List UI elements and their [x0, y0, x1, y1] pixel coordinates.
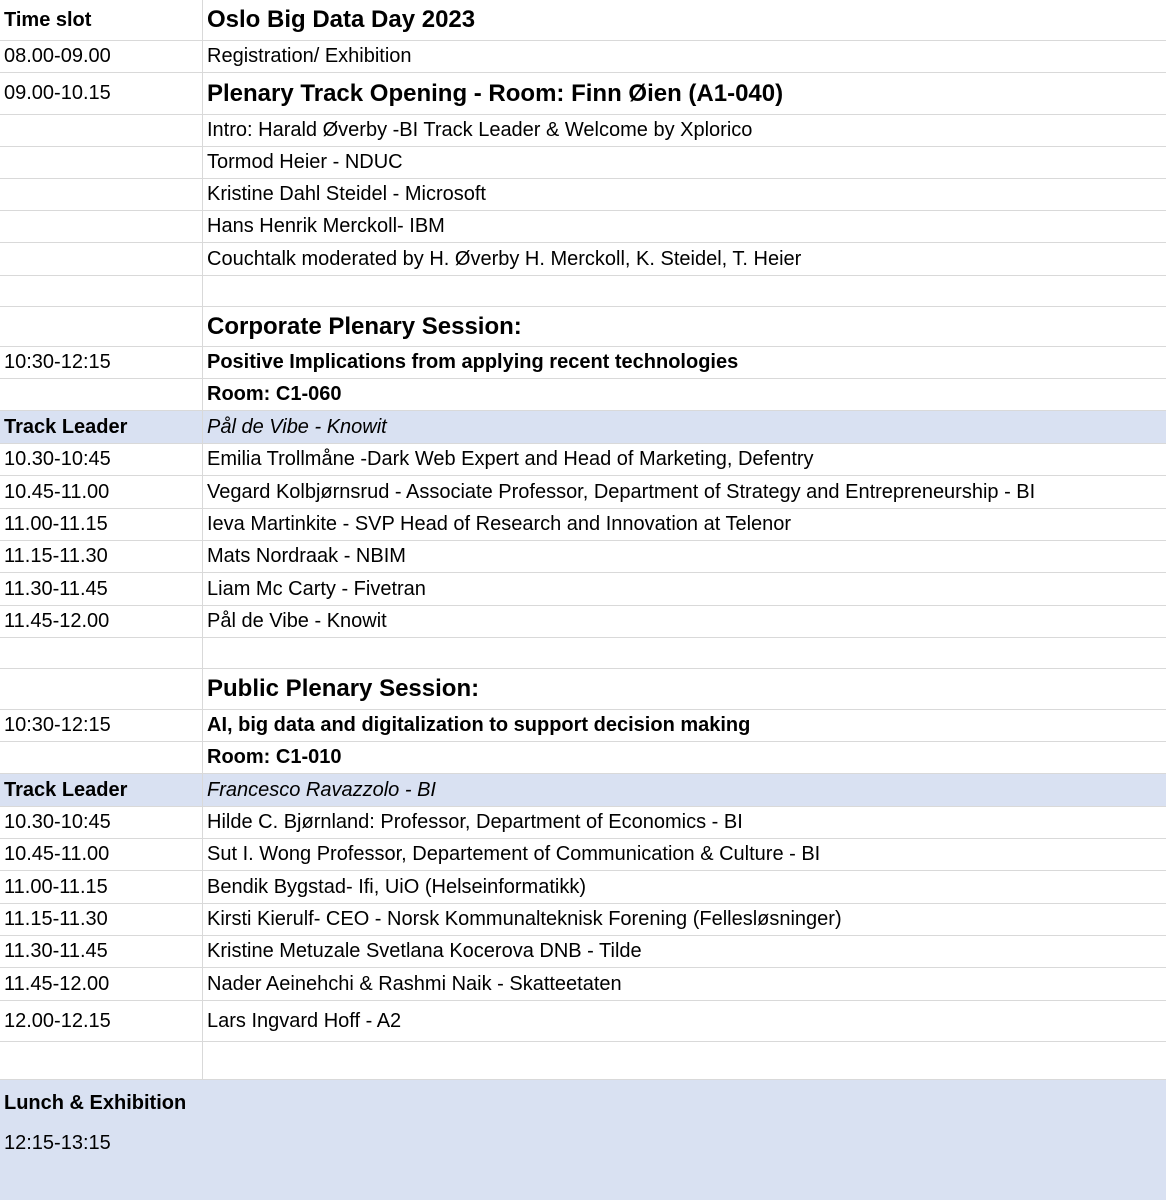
time-slot-cell: 08.00-09.00 — [0, 41, 203, 72]
table-row — [0, 839, 1166, 871]
table-row — [0, 41, 1166, 73]
table-row — [0, 573, 1166, 606]
session-cell: Francesco Ravazzolo - BI — [207, 778, 436, 801]
session-cell: AI, big data and digitalization to support decision making — [207, 714, 751, 736]
time-slot-cell: Track Leader — [0, 411, 203, 443]
table-row — [0, 774, 1166, 807]
session-cell: Registration/ Exhibition — [207, 45, 412, 67]
time-slot-cell: 10:30-12:15 — [0, 347, 203, 378]
lunch-title: Lunch & Exhibition — [4, 1092, 187, 1114]
table-row — [0, 509, 1166, 541]
time-slot-cell: 11.15-11.30 — [0, 541, 203, 572]
table-row — [0, 710, 1166, 742]
session-cell: Room: C1-060 — [207, 383, 342, 405]
session-cell: Lars Ingvard Hoff - A2 — [207, 1009, 402, 1032]
time-slot-cell: 12.00-12.15 — [0, 1001, 203, 1041]
session-cell: Kirsti Kierulf- CEO - Norsk Kommunalteknisk Forening (Fellesløsninger) — [207, 908, 842, 930]
table-row — [0, 411, 1166, 444]
table-row — [0, 307, 1166, 347]
session-cell: Ieva Martinkite - SVP Head of Research and Innovation at Telenor — [207, 513, 792, 535]
lunch-block — [0, 1080, 1166, 1200]
time-slot-cell: Time slot — [0, 0, 203, 40]
lunch-time: 12:15-13:15 — [4, 1132, 111, 1154]
table-row — [0, 669, 1166, 710]
session-cell — [203, 1042, 1166, 1079]
session-cell: Corporate Plenary Session: — [207, 312, 522, 340]
table-row — [0, 638, 1166, 669]
time-slot-cell — [0, 179, 203, 210]
session-cell: Bendik Bygstad- Ifi, UiO (Helseinformatikk) — [207, 875, 587, 898]
table-row — [0, 904, 1166, 936]
session-cell: Plenary Track Opening - Room: Finn Øien (A1-040) — [207, 79, 784, 107]
table-row — [0, 0, 1166, 41]
time-slot-cell — [0, 307, 203, 346]
time-slot-cell: 11.00-11.15 — [0, 509, 203, 540]
time-slot-cell: 11.30-11.45 — [0, 573, 203, 605]
session-cell: Public Plenary Session: — [207, 675, 480, 702]
table-row — [0, 347, 1166, 379]
session-cell: Couchtalk moderated by H. Øverby H. Merckoll, K. Steidel, T. Heier — [207, 247, 802, 270]
time-slot-cell: Track Leader — [0, 774, 203, 806]
time-slot-cell: 10.45-11.00 — [0, 476, 203, 508]
time-slot-cell: 11.00-11.15 — [0, 871, 203, 903]
session-cell: Emilia Trollmåne -Dark Web Expert and Head of Marketing, Defentry — [207, 448, 814, 470]
session-cell: Nader Aeinehchi & Rashmi Naik - Skatteetaten — [207, 972, 622, 995]
time-slot-cell — [0, 243, 203, 275]
table-row — [0, 211, 1166, 243]
table-row — [0, 444, 1166, 476]
session-cell: Pål de Vibe - Knowit — [207, 415, 387, 438]
time-slot-cell — [0, 669, 203, 709]
table-row — [0, 147, 1166, 179]
session-cell: Sut I. Wong Professor, Departement of Communication & Culture - BI — [207, 843, 821, 865]
table-row — [0, 541, 1166, 573]
session-cell: Mats Nordraak - NBIM — [207, 545, 406, 567]
time-slot-cell: 11.30-11.45 — [0, 936, 203, 967]
session-cell: Kristine Metuzale Svetlana Kocerova DNB - Tilde — [207, 940, 642, 962]
time-slot-cell — [0, 115, 203, 146]
table-row — [0, 1042, 1166, 1080]
table-row — [0, 936, 1166, 968]
time-slot-cell — [0, 276, 203, 306]
time-slot-cell: 10:30-12:15 — [0, 710, 203, 741]
session-cell: Liam Mc Carty - Fivetran — [207, 577, 426, 600]
time-slot-cell — [0, 638, 203, 668]
time-slot-cell — [0, 742, 203, 773]
table-row — [0, 968, 1166, 1001]
table-row — [0, 115, 1166, 147]
session-cell: Hans Henrik Merckoll- IBM — [207, 215, 445, 237]
table-row — [0, 73, 1166, 115]
time-slot-cell: 11.45-12.00 — [0, 968, 203, 1000]
time-slot-cell: 11.45-12.00 — [0, 606, 203, 637]
time-slot-cell: 10.45-11.00 — [0, 839, 203, 870]
time-slot-cell: 10.30-10:45 — [0, 444, 203, 475]
table-row — [0, 1001, 1166, 1042]
time-slot-cell — [0, 379, 203, 410]
table-row — [0, 807, 1166, 839]
session-cell: Tormod Heier - NDUC — [207, 151, 403, 173]
table-row — [0, 243, 1166, 276]
time-slot-cell: 09.00-10.15 — [0, 73, 203, 114]
session-cell: Intro: Harald Øverby -BI Track Leader & Welcome by Xplorico — [207, 119, 753, 141]
table-row — [0, 476, 1166, 509]
table-row — [0, 742, 1166, 774]
table-row — [0, 871, 1166, 904]
session-cell: Positive Implications from applying recent technologies — [207, 351, 739, 373]
table-row — [0, 276, 1166, 307]
time-slot-cell — [0, 211, 203, 242]
session-cell: Hilde C. Bjørnland: Professor, Department of Economics - BI — [207, 811, 743, 833]
table-row — [0, 606, 1166, 638]
session-cell: Vegard Kolbjørnsrud - Associate Professor, Department of Strategy and Entrepreneurship - BI — [207, 480, 1036, 503]
session-cell: Pål de Vibe - Knowit — [207, 610, 387, 632]
time-slot-cell: 11.15-11.30 — [0, 904, 203, 935]
session-cell — [203, 638, 1166, 668]
session-cell: Kristine Dahl Steidel - Microsoft — [207, 183, 486, 205]
table-row — [0, 379, 1166, 411]
session-cell — [203, 276, 1166, 306]
time-slot-cell — [0, 1042, 203, 1079]
session-cell: Oslo Big Data Day 2023 — [207, 6, 476, 33]
time-slot-cell — [0, 147, 203, 178]
table-row — [0, 179, 1166, 211]
session-cell: Room: C1-010 — [207, 746, 342, 768]
time-slot-cell: 10.30-10:45 — [0, 807, 203, 838]
